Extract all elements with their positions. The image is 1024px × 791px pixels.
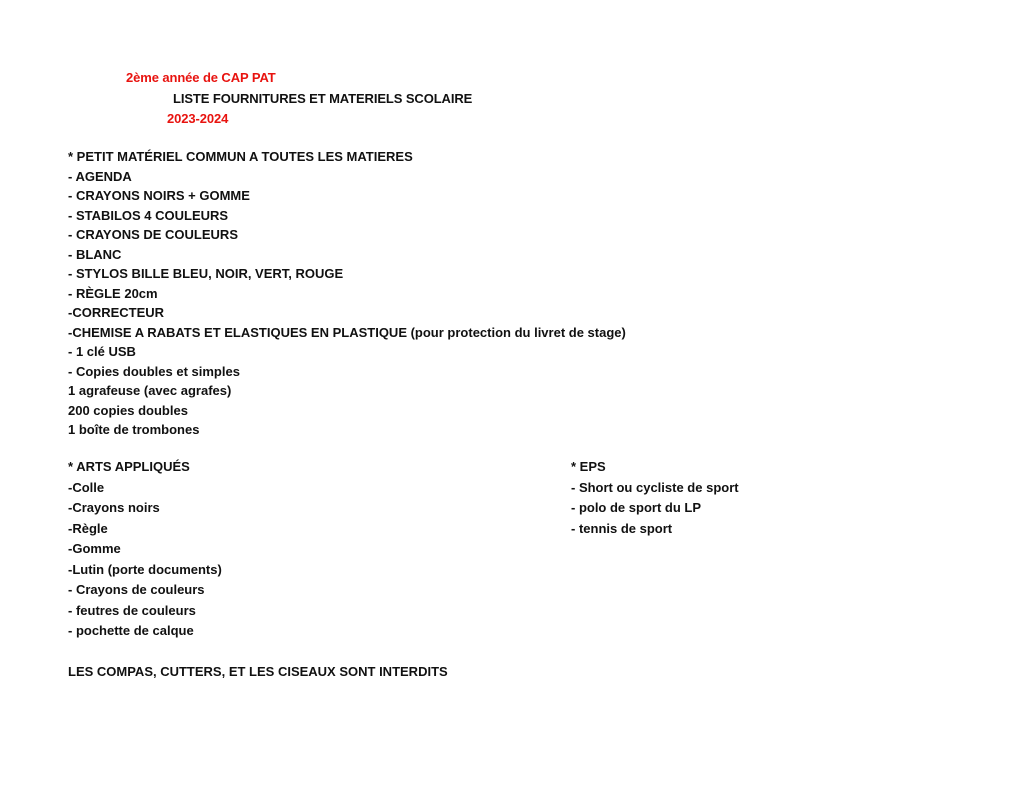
class-title: 2ème année de CAP PAT xyxy=(126,70,276,85)
list-item: - tennis de sport xyxy=(571,520,673,536)
arts-section-title: * ARTS APPLIQUÉS xyxy=(68,459,190,474)
list-item: - CRAYONS DE COULEURS xyxy=(68,227,238,242)
list-item: 200 copies doubles xyxy=(68,402,188,418)
list-item: - pochette de calque xyxy=(68,623,194,638)
list-item: - STABILOS 4 COULEURS xyxy=(68,207,229,223)
list-item: - RÈGLE 20cm xyxy=(68,285,158,301)
list-item: - Crayons de couleurs xyxy=(68,582,205,597)
list-item: - STYLOS BILLE BLEU, NOIR, VERT, ROUGE xyxy=(68,266,344,281)
school-year: 2023-2024 xyxy=(167,111,229,126)
eps-section-title: * EPS xyxy=(571,459,606,474)
list-item: -CORRECTEUR xyxy=(68,305,165,320)
list-item: - CRAYONS NOIRS + GOMME xyxy=(68,188,250,203)
list-item: - AGENDA xyxy=(68,168,132,184)
list-item: - Short ou cycliste de sport xyxy=(571,479,739,495)
list-item: -Crayons noirs xyxy=(68,500,160,515)
list-item: - feutres de couleurs xyxy=(68,602,196,618)
list-item: -Lutin (porte documents) xyxy=(68,561,222,577)
list-item: -Gomme xyxy=(68,541,121,556)
list-item: 1 agrafeuse (avec agrafes) xyxy=(68,383,232,398)
list-item: - BLANC xyxy=(68,246,122,262)
list-title: LISTE FOURNITURES ET MATERIELS SCOLAIRE xyxy=(173,91,473,106)
list-item: 1 boîte de trombones xyxy=(68,422,200,437)
list-item: - polo de sport du LP xyxy=(571,500,701,515)
list-item: -Règle xyxy=(68,520,108,536)
common-section-title: * PETIT MATÉRIEL COMMUN A TOUTES LES MATIERES xyxy=(68,149,413,164)
list-item: - Copies doubles et simples xyxy=(68,363,240,379)
list-item: - 1 clé USB xyxy=(68,344,136,359)
list-item: -Colle xyxy=(68,479,105,495)
list-item: -CHEMISE A RABATS ET ELASTIQUES EN PLASTIQUE (pour protection du livret de stage) xyxy=(68,324,626,340)
prohibited-items-notice: LES COMPAS, CUTTERS, ET LES CISEAUX SONT INTERDITS xyxy=(68,664,448,679)
